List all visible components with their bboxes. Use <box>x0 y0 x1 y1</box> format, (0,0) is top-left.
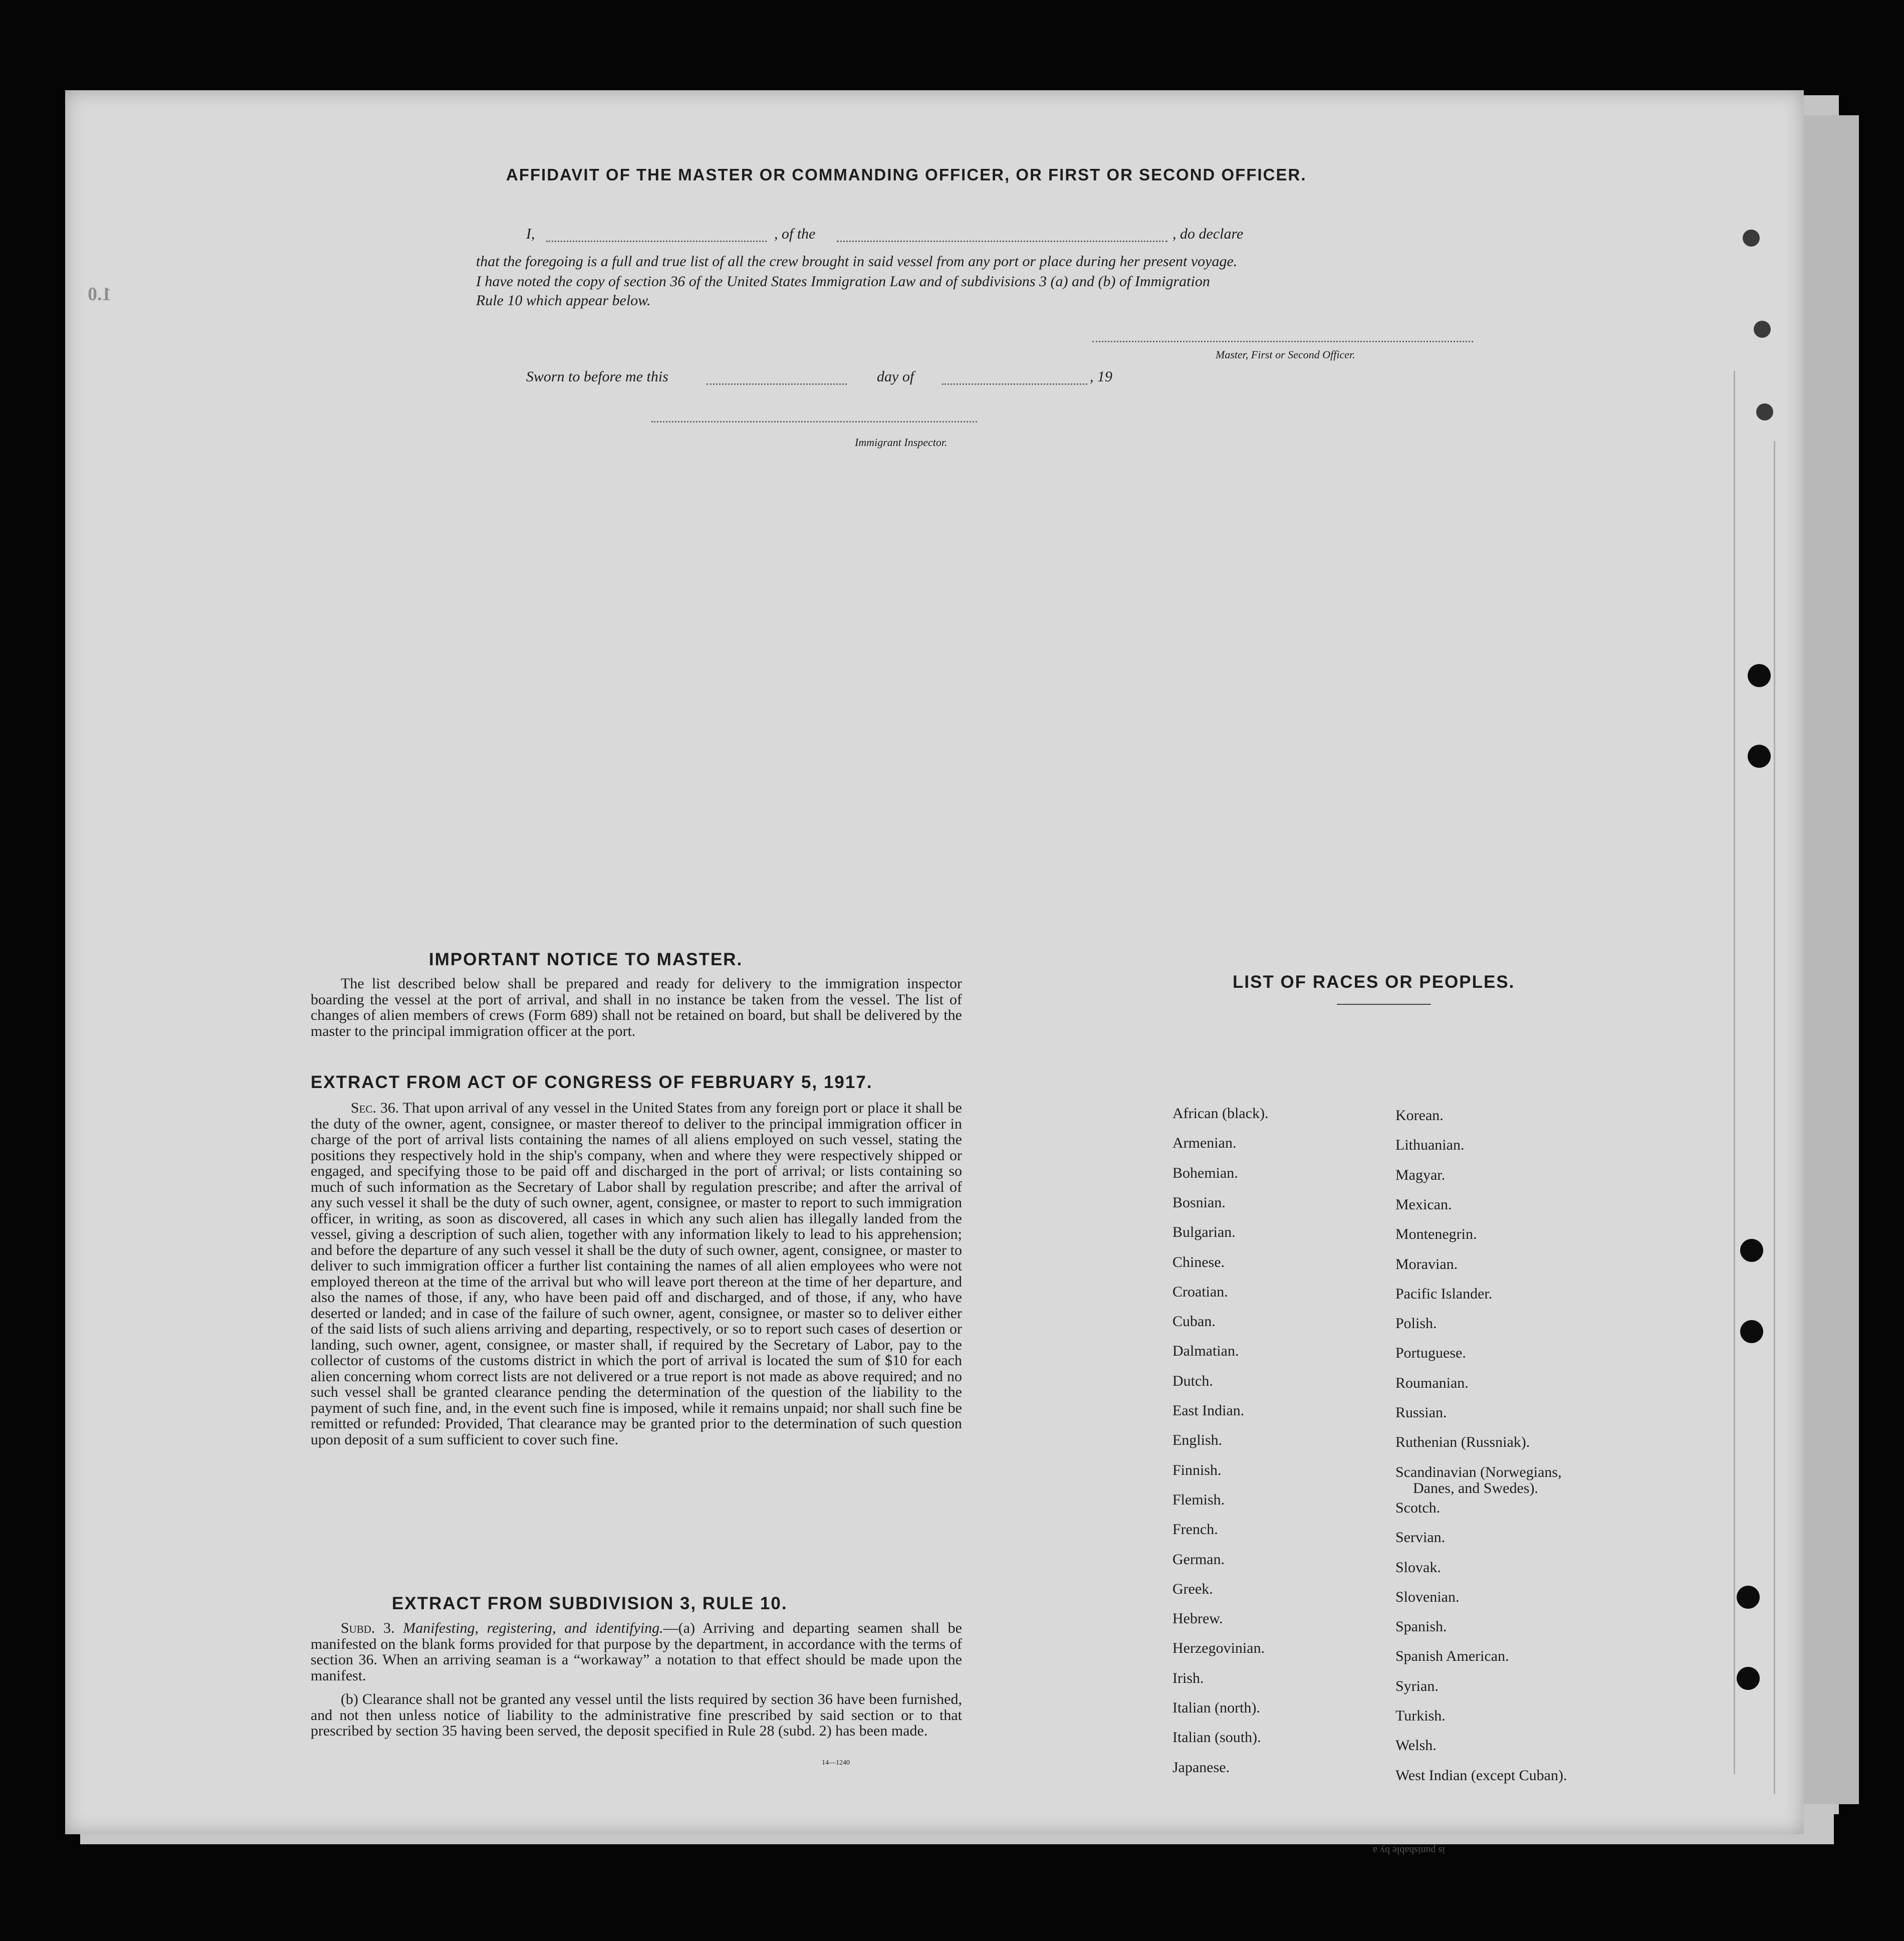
punch-hole <box>1748 664 1771 687</box>
inspector-signature-blank[interactable] <box>651 421 977 422</box>
race-item: Bosnian. <box>1172 1194 1226 1211</box>
ruled-column-line <box>1774 441 1775 1794</box>
form-number: 14—1240 <box>822 1759 850 1767</box>
race-item: Magyar. <box>1395 1166 1446 1183</box>
race-item: Finnish. <box>1172 1461 1222 1478</box>
affidavit-i: I, <box>526 226 535 242</box>
month-blank[interactable] <box>942 383 1087 385</box>
day-of-text: day of <box>877 368 914 385</box>
race-item: English. <box>1172 1432 1223 1449</box>
inspector-label: Immigrant Inspector. <box>855 436 947 449</box>
race-item: Scotch. <box>1395 1499 1441 1516</box>
race-item: French. <box>1172 1521 1218 1538</box>
race-item: German. <box>1172 1551 1225 1568</box>
race-item: Welsh. <box>1395 1737 1437 1754</box>
act-body <box>311 1100 962 1447</box>
race-item: Roumanian. <box>1395 1374 1469 1391</box>
affidavit-line-4: Rule 10 which appear below. <box>476 292 651 309</box>
act-section-text: That upon arrival of any vessel in the United States from any foreign port or place it shall be the duty of the owner, agent, consignee, or master thereof to deliver to the principal immigration officer in charge of the port of arrival lists containing the names of all aliens employed on such vessel, stating the positions they respectively hold in the ship's company, when and where they were respectively shipped or engaged, and specifying those to be paid off and discharged in the port of arrival; or lists containing so much of such information as the Secretary of Labor shall by regulation prescribe; and after the arrival of any such vessel it shall be the duty of such owner, agent, consignee, or master to report to such immigration officer, in writing, as soon as discovered, all cases in which any such alien has illegally landed from the vessel, giving a description of such alien, together with any information likely to lead to his apprehension; and before the departure of any such vessel it shall be the duty of such owner, agent, consignee, or master to deliver to such immigration officer a further list containing the names of all alien employees who were not employed thereon at the time of the arrival but who will leave port thereon at the time of her departure, and also the names of those, if any, who have been paid off and discharged, and of those, if any, who have deserted or landed; and in case of the failure of such owner, agent, consignee, or master so to deliver either of the said lists of such aliens arriving and departing, respectively, or so to report such cases of desertion or landing, such owner, agent, consignee, or master shall, if required by the Secretary of Labor, pay to the collector of customs of the customs district in which the port of arrival is located the sum of $10 for each alien concerning whom correct lists are not delivered or a true report is not made as above required; and no such vessel shall be granted clearance pending the determination of the question of the liability to the payment of such fine, and, in the event such fine is imposed, while it remains unpaid; nor shall such fine be remitted or refunded: Provided, That clearance may be granted prior to the determination of such question upon deposit of a sum sufficient to cover such fine. <box>311 1100 962 1448</box>
race-item: Croatian. <box>1172 1283 1228 1300</box>
race-item: Russian. <box>1395 1404 1447 1421</box>
race-item: Scandinavian (Norwegians, <box>1395 1463 1562 1480</box>
punch-hole <box>1754 321 1771 338</box>
master-signature-label: Master, First or Second Officer. <box>1216 348 1355 361</box>
race-item: Greek. <box>1172 1580 1213 1597</box>
document-page <box>65 90 1804 1856</box>
race-item: Moravian. <box>1395 1255 1458 1272</box>
act-section-label: Sec. 36. <box>351 1100 399 1116</box>
race-item: Armenian. <box>1172 1135 1237 1152</box>
race-item: Irish. <box>1172 1669 1204 1686</box>
punch-hole <box>1743 230 1760 247</box>
affidavit-line-2: that the foregoing is a full and true list of all the crew brought in said vessel from any port or place during her present voyage. <box>476 253 1238 270</box>
race-item: Chinese. <box>1172 1253 1225 1270</box>
rule-subd-label: Subd. 3. <box>341 1620 395 1636</box>
race-item: Italian (south). <box>1172 1729 1261 1746</box>
affidavit-of-the: , of the <box>774 226 816 242</box>
race-item: Lithuanian. <box>1395 1137 1465 1154</box>
punch-hole <box>1748 745 1771 768</box>
race-item: Hebrew. <box>1172 1610 1223 1627</box>
rule-subd-heading: Manifesting, registering, and identifying. <box>403 1620 663 1636</box>
race-item: African (black). <box>1172 1105 1269 1122</box>
affidavit-line-1 <box>526 226 1503 246</box>
act-title: EXTRACT FROM ACT OF CONGRESS OF FEBRUARY 5, 1917. <box>311 1072 873 1092</box>
punch-hole <box>1740 1320 1763 1343</box>
race-item: Bulgarian. <box>1172 1224 1236 1241</box>
sworn-text: Sworn to before me this <box>526 368 668 385</box>
race-item: Italian (north). <box>1172 1699 1260 1716</box>
sworn-line <box>526 368 1278 388</box>
races-title-underline <box>1337 1004 1431 1005</box>
rule-para-b: (b) Clearance shall not be granted any vessel until the lists required by section 36 have been furnished, and not then unless notice of liability to the administrative fine prescribed by said section or to that prescribed by section 35 having been served, the deposit specified in Rule 28 (subd. 2) has been made. <box>311 1691 962 1739</box>
punch-hole <box>1737 1586 1760 1609</box>
ruled-column-line <box>1734 371 1735 1774</box>
affidavit-declare: , do declare <box>1172 226 1244 242</box>
race-item: Japanese. <box>1172 1759 1230 1776</box>
race-item: Montenegrin. <box>1395 1226 1477 1243</box>
race-item: Danes, and Swedes). <box>1413 1479 1538 1496</box>
race-item: Dutch. <box>1172 1372 1213 1389</box>
race-item: Bohemian. <box>1172 1164 1238 1181</box>
race-item: Korean. <box>1395 1107 1444 1124</box>
race-item: Slovak. <box>1395 1559 1441 1576</box>
race-item: Flemish. <box>1172 1491 1225 1508</box>
punch-hole <box>1737 1667 1760 1690</box>
punch-hole <box>1740 1239 1763 1262</box>
race-item: Servian. <box>1395 1529 1446 1546</box>
left-margin-mark: 1.0 <box>88 284 112 305</box>
race-item: Spanish. <box>1395 1618 1447 1635</box>
affidavit-title: AFFIDAVIT OF THE MASTER OR COMMANDING OFFICER, OR FIRST OR SECOND OFFICER. <box>506 165 1307 184</box>
race-item: Slovenian. <box>1395 1588 1460 1605</box>
race-item: Mexican. <box>1395 1196 1452 1213</box>
underlying-sheet-text: is punishable by a <box>1373 1845 1445 1856</box>
race-item: Cuban. <box>1172 1313 1216 1330</box>
race-item: Syrian. <box>1395 1677 1439 1694</box>
rule-para-a <box>311 1620 962 1683</box>
punch-hole <box>1756 403 1773 420</box>
race-item: Turkish. <box>1395 1707 1446 1724</box>
race-item: East Indian. <box>1172 1402 1245 1419</box>
affidavit-line-3: I have noted the copy of section 36 of the United States Immigration Law and of subdivisions 3 (a) and (b) of Immigration <box>476 273 1210 290</box>
race-item: Herzegovinian. <box>1172 1640 1265 1657</box>
notice-body: The list described below shall be prepared and ready for delivery to the immigration inspector boarding the vessel at the port of arrival, and shall in no instance be taken from the vessel. The list of changes of alien members of crews (Form 689) shall not be retained on board, but shall be delivered by the master to the principal immigration officer at the port. <box>311 975 962 1039</box>
races-title: LIST OF RACES OR PEOPLES. <box>1233 972 1515 992</box>
name-blank[interactable] <box>546 241 767 242</box>
race-item: West Indian (except Cuban). <box>1395 1767 1567 1784</box>
race-item: Pacific Islander. <box>1395 1285 1493 1302</box>
race-item: Polish. <box>1395 1315 1437 1332</box>
year-text: , 19 <box>1090 368 1112 385</box>
rule-para-a-text: —(a) Arriving and departing seamen shall be manifested on the blank forms provided for that purpose by the department, in accordance with the terms of section 36. When an arriving seaman is a “workaway” a notation to that effect should be made upon the manifest. <box>311 1620 962 1684</box>
master-signature-blank[interactable] <box>1092 341 1473 342</box>
race-item: Dalmatian. <box>1172 1343 1239 1360</box>
race-item: Spanish American. <box>1395 1648 1509 1665</box>
race-item: Portuguese. <box>1395 1345 1466 1362</box>
day-blank[interactable] <box>706 383 847 385</box>
rule-title: EXTRACT FROM SUBDIVISION 3, RULE 10. <box>392 1594 788 1613</box>
notice-title: IMPORTANT NOTICE TO MASTER. <box>429 950 743 969</box>
back-sheet-edge-2 <box>1804 115 1859 1804</box>
race-item: Ruthenian (Russniak). <box>1395 1434 1530 1451</box>
vessel-blank[interactable] <box>837 241 1167 242</box>
